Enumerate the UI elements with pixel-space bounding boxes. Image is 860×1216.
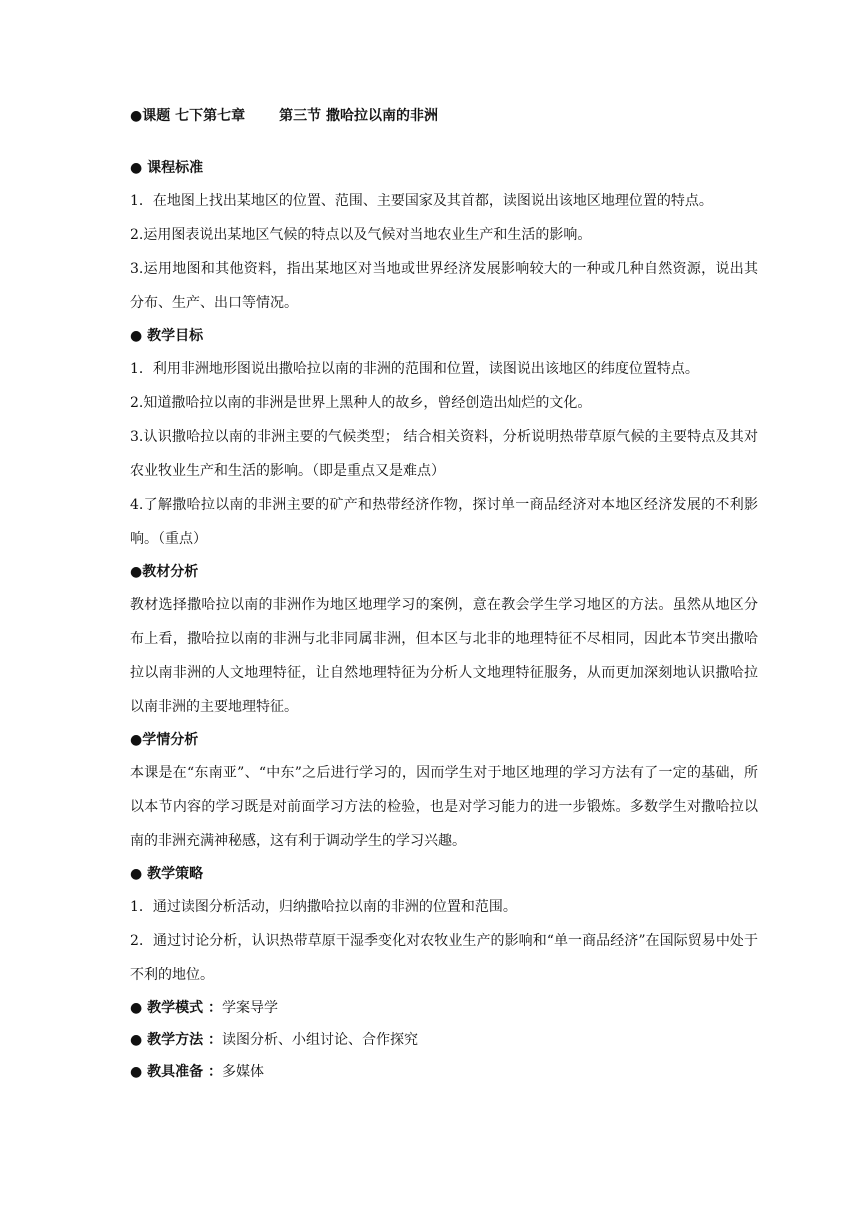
teaching-mode: [130, 992, 758, 1024]
teaching-tools-label: ● 教具准备 ：: [130, 1064, 222, 1080]
curriculum-item: 2.运用图表说出某地区气候的特点以及气候对当地农业生产和生活的影响。: [130, 227, 592, 243]
students-heading: ●学情分析: [130, 732, 199, 748]
curriculum-item: 1．在地图上找出某地区的位置、范围、主要国家及其首都，读图说出该地区地理位置的特点。: [130, 193, 713, 209]
objective-item: 4.了解撒哈拉以南的非洲主要的矿产和热带经济作物，探讨单一商品经济对本地区经济发展的不利影响。（重点）: [130, 497, 758, 547]
curriculum-item: 3.运用地图和其他资料，指出某地区对当地或世界经济发展影响较大的一种或几种自然资源，说出其分布、生产、出口等情况。: [130, 261, 758, 311]
teaching-mode-value: 学案导学: [221, 1000, 278, 1016]
teaching-mode-label: ● 教学模式 ：: [130, 1000, 222, 1016]
teaching-tools-value: 多媒体: [221, 1064, 264, 1080]
lesson-title-prefix: ●课题 七下第七章: [130, 108, 246, 124]
objective-item: 3.认识撒哈拉以南的非洲主要的气候类型； 结合相关资料，分析说明热带草原气候的主要特点及其对农业牧业生产和生活的影响。（即是重点又是难点）: [130, 429, 758, 479]
teaching-method-value: 读图分析、小组讨论、合作探究: [221, 1032, 418, 1048]
lesson-title: [130, 104, 758, 128]
students-text: 本课是在“东南亚”、“中东”之后进行学习的，因而学生对于地区地理的学习方法有了一定的基础，所以本节内容的学习既是对前面学习方法的检验，也是对学习能力的进一步锻炼。多数学生对撒哈拉以南的非洲充满神秘感，这有利于调动学生的学习兴趣。: [130, 765, 758, 849]
objective-item: 2.知道撒哈拉以南的非洲是世界上黑种人的故乡，曾经创造出灿烂的文化。: [130, 395, 592, 411]
strategy-heading: ● 教学策略: [130, 866, 204, 882]
document-page: [130, 104, 758, 1088]
teaching-tools: [130, 1056, 758, 1088]
strategy-item: 1．通过读图分析活动，归纳撒哈拉以南的非洲的位置和范围。: [130, 899, 517, 915]
material-text: 教材选择撒哈拉以南的非洲作为地区地理学习的案例，意在教会学生学习地区的方法。虽然从地区分布上看，撒哈拉以南的非洲与北非同属非洲，但本区与北非的地理特征不尽相同，因此本节突出撒哈拉以南非洲的人文地理特征，让自然地理特征为分析人文地理特征服务，从而更加深刻地认识撒哈拉以南非洲的主要地理特征。: [130, 597, 758, 715]
material-heading: ●教材分析: [130, 564, 199, 580]
curriculum-heading: ● 课程标准: [130, 160, 204, 176]
lesson-title-section: 第三节 撒哈拉以南的非洲: [279, 108, 438, 124]
objectives-heading: ● 教学目标: [130, 328, 204, 344]
teaching-method-label: ● 教学方法 ：: [130, 1032, 222, 1048]
teaching-method: [130, 1024, 758, 1056]
strategy-item: 2．通过讨论分析，认识热带草原干湿季变化对农牧业生产的影响和“单一商品经济”在国际贸易中处于不利的地位。: [130, 933, 758, 983]
objective-item: 1．利用非洲地形图说出撒哈拉以南的非洲的范围和位置，读图说出该地区的纬度位置特点。: [130, 361, 699, 377]
